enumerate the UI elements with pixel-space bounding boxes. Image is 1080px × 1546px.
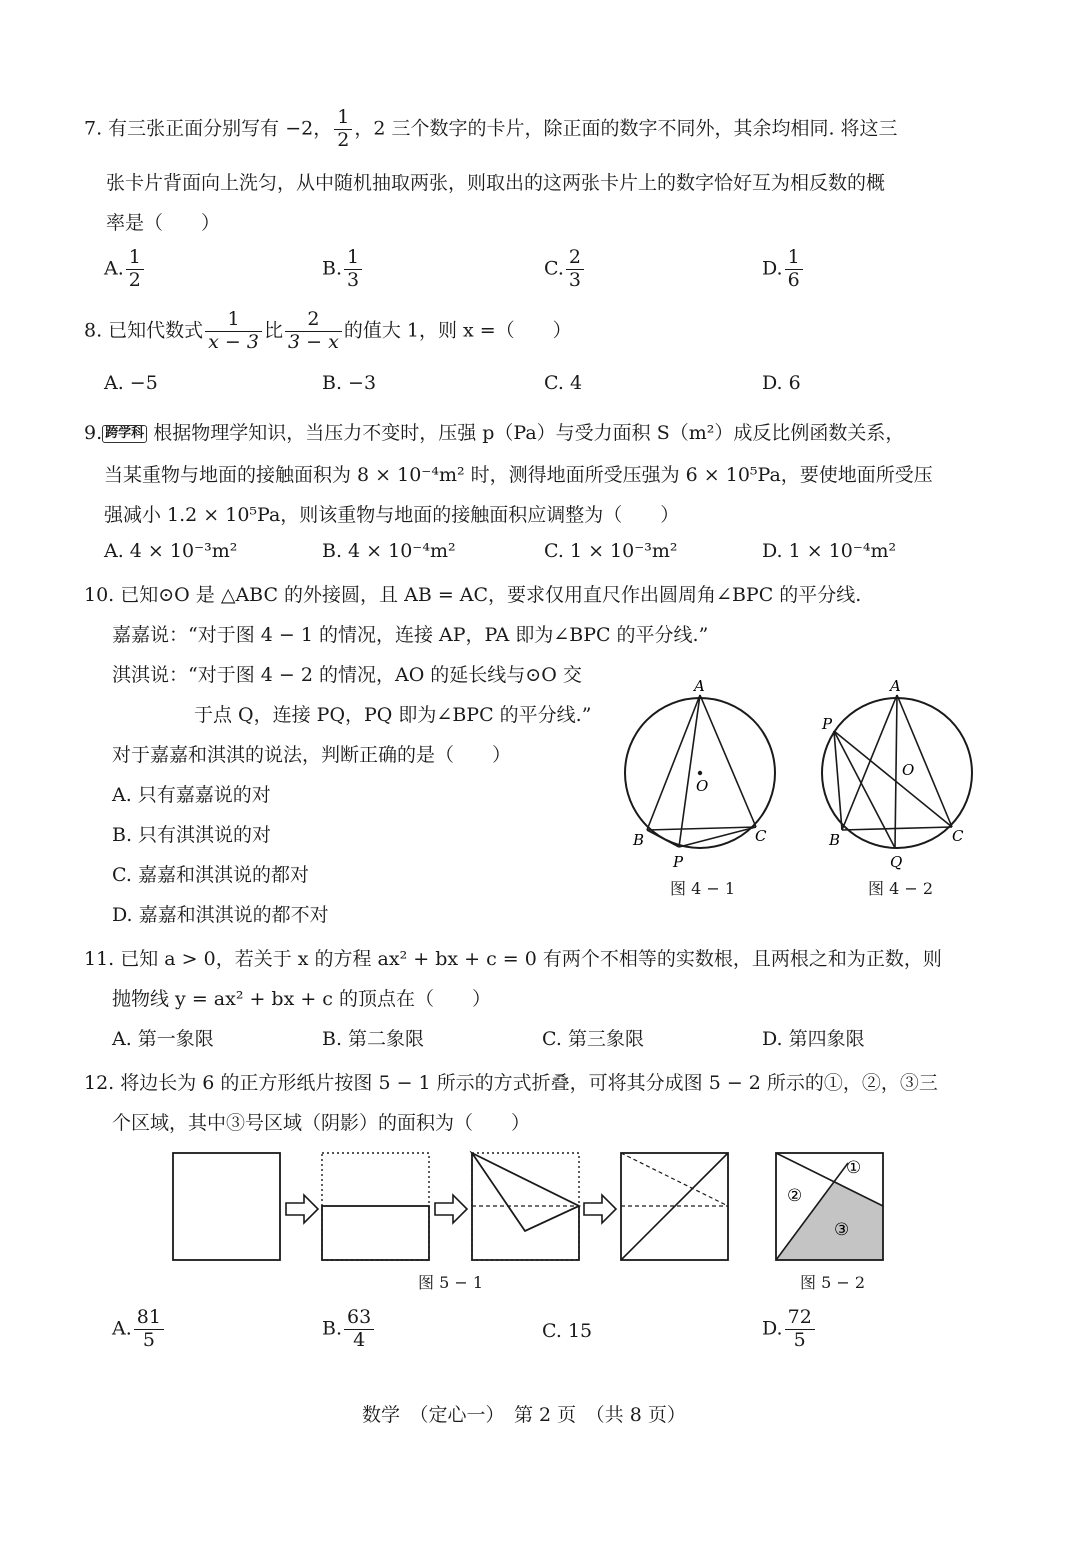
q12-option-b: B. $\frac{63}{4}$ [322, 1308, 376, 1351]
q9-line1: 9. 跨学科 根据物理学知识，当压力不变时，压强 p（Pa）与受力面积 S（m²）成反比例函数关系， [84, 422, 905, 444]
interdisciplinary-badge: 跨学科 [102, 425, 147, 443]
fig42-line-aq [895, 695, 897, 848]
q7-fraction: $\frac{1}{2}$ [334, 108, 352, 151]
figure-4-1 [615, 675, 790, 875]
fig41-center-dot [698, 771, 702, 775]
fig41-label-b: B [633, 831, 645, 849]
fig42-label-q: Q [890, 853, 903, 871]
q11-option-b: B. 第二象限 [322, 1028, 425, 1050]
figure-5-2 [768, 1145, 893, 1270]
q8-option-d: D. 6 [762, 372, 801, 394]
fig42-label-b: B [829, 831, 841, 849]
fig42-label-o: O [902, 761, 915, 779]
q10-option-d: D. 嘉嘉和淇淇说的都不对 [112, 904, 329, 926]
q10-option-c: C. 嘉嘉和淇淇说的都对 [112, 864, 309, 886]
arrow-right-icon [435, 1195, 467, 1223]
q8-option-b: B. −3 [322, 372, 377, 394]
q9-option-b: B. 4 × 10⁻⁴m² [322, 540, 456, 562]
q8-fraction-2: $\frac{2}{3 - x}$ [285, 310, 342, 353]
fig41-segment-pb [647, 830, 679, 847]
fig42-segment-pc [834, 731, 952, 827]
q7-option-a: A. $\frac{1}{2}$ [104, 248, 146, 291]
region-2-label: ② [787, 1186, 803, 1206]
q10-option-b: B. 只有淇淇说的对 [112, 824, 272, 846]
q10-line5: 对于嘉嘉和淇淇的说法，判断正确的是（ ） [112, 744, 512, 766]
fig42-label-a: A [890, 677, 901, 695]
q12-line2: 个区域，其中③号区域（阴影）的面积为（ ） [112, 1112, 531, 1134]
q9-option-d: D. 1 × 10⁻⁴m² [762, 540, 897, 562]
q12-option-d: D. $\frac{72}{5}$ [762, 1308, 817, 1351]
q12-option-c: C. 15 [542, 1320, 593, 1342]
fig41-segment-pc [679, 827, 756, 847]
fig41-side-bc [647, 827, 756, 830]
fig41-label-p: P [673, 853, 684, 871]
fig41-label-c: C [755, 827, 767, 845]
fig41-caption: 图 4 − 1 [670, 879, 736, 898]
q9-line3: 强减小 1.2 × 10⁵Pa，则该重物与地面的接触面积应调整为（ ） [104, 504, 680, 526]
fold-step-2-half [322, 1206, 429, 1260]
q11-line2: 抛物线 y = ax² + bx + c 的顶点在（ ） [112, 988, 491, 1010]
fig52-caption: 图 5 − 2 [800, 1273, 866, 1292]
q11-option-c: C. 第三象限 [542, 1028, 644, 1050]
fig41-side-ab [647, 695, 700, 830]
q9-line2: 当某重物与地面的接触面积为 8 × 10⁻⁴m² 时，测得地面所受压强为 6 × 10⁵Pa，要使地面所受压 [104, 464, 933, 486]
page-footer: 数学 （定心一） 第 2 页 （共 8 页） [362, 1404, 686, 1426]
q10-line3: 淇淇说：“对于图 4 − 2 的情况，AO 的延长线与⊙O 交 [112, 664, 582, 686]
fig41-segment-pa [679, 695, 700, 847]
fig42-side-bc [842, 827, 952, 830]
q11-option-a: A. 第一象限 [112, 1028, 214, 1050]
q7-option-b: B. $\frac{1}{3}$ [322, 248, 364, 291]
q12-line1: 12. 将边长为 6 的正方形纸片按图 5 − 1 所示的方式折叠，可将其分成图 5 − 2 所示的①，②，③三 [84, 1072, 938, 1094]
q11-line1: 11. 已知 a > 0，若关于 x 的方程 ax² + bx + c = 0 有两个不相等的实数根，且两根之和为正数，则 [84, 948, 942, 970]
q11-option-d: D. 第四象限 [762, 1028, 865, 1050]
q8-option-a: A. −5 [104, 372, 158, 394]
region-1-label: ① [846, 1158, 862, 1178]
q10-line2: 嘉嘉说：“对于图 4 − 1 的情况，连接 AP，PA 即为∠BPC 的平分线.” [112, 624, 709, 646]
q10-line1: 10. 已知⊙O 是 △ABC 的外接圆，且 AB = AC，要求仅用直尺作出圆周角∠BPC 的平分线. [84, 584, 862, 606]
fig42-caption: 图 4 − 2 [868, 879, 934, 898]
q8-line1: 8. 已知代数式 $\frac{1}{x - 3}$ 比 $\frac{2}{3 - x}$ 的值大 1，则 x =（ ） [84, 308, 572, 353]
fold-step-1-square [173, 1153, 280, 1260]
arrow-right-icon [286, 1195, 318, 1223]
q7-line1: 7. 有三张正面分别写有 −2， $\frac{1}{2}$ ，2 三个数字的卡片，除正面的数字不同外，其余均相同. 将这三 [84, 106, 898, 151]
fig42-label-p: P [822, 715, 833, 733]
q9-option-c: C. 1 × 10⁻³m² [544, 540, 678, 562]
q9-option-a: A. 4 × 10⁻³m² [104, 540, 238, 562]
fig51-caption: 图 5 − 1 [418, 1273, 484, 1292]
figure-4-2 [812, 675, 982, 875]
fig41-label-o: O [696, 777, 709, 795]
fig42-label-c: C [952, 827, 964, 845]
q12-option-a: A. $\frac{81}{5}$ [112, 1308, 166, 1351]
arrow-right-icon [584, 1195, 616, 1223]
figure-5-1 [165, 1145, 735, 1270]
fold-step-4-dashed-1 [621, 1153, 728, 1206]
q10-option-a: A. 只有嘉嘉说的对 [112, 784, 271, 806]
q8-fraction-1: $\frac{1}{x - 3}$ [205, 310, 262, 353]
q10-line4: 于点 Q，连接 PQ，PQ 即为∠BPC 的平分线.” [194, 704, 592, 726]
fig41-label-a: A [694, 677, 705, 695]
q8-option-c: C. 4 [544, 372, 583, 394]
fold-step-3-flap [472, 1153, 579, 1231]
q7-line2: 张卡片背面向上洗匀，从中随机抽取两张，则取出的这两张卡片上的数字恰好互为相反数的概 [106, 172, 886, 194]
q7-line3: 率是（ ） [106, 212, 221, 234]
q7-option-c: C. $\frac{2}{3}$ [544, 248, 586, 291]
q7-option-d: D. $\frac{1}{6}$ [762, 248, 805, 291]
region-3-label: ③ [834, 1220, 850, 1240]
